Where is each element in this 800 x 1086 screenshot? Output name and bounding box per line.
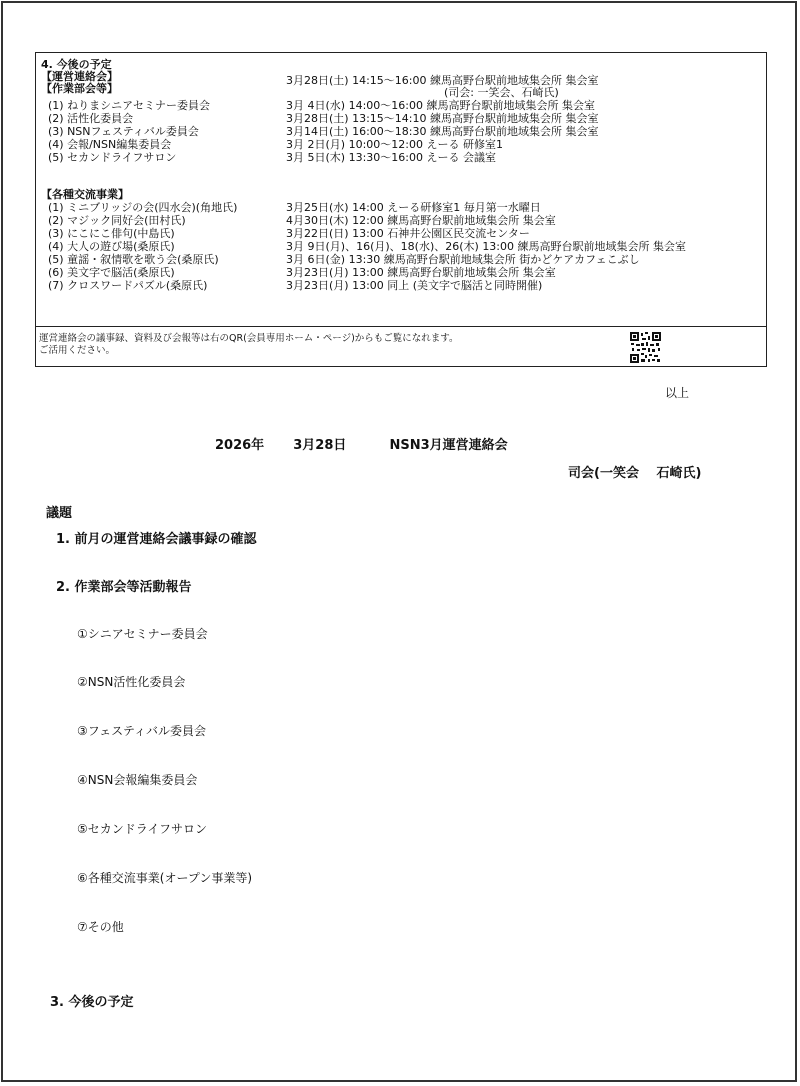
committee-schedule: 3月14日(土) 16:00〜18:30 練馬高野台駅前地域集会所 集会室 — [286, 125, 599, 138]
box-divider — [36, 326, 766, 327]
agenda-subitem: ③フェスティバル委員会 — [77, 724, 206, 738]
committee-schedule: 3月28日(土) 13:15〜14:10 練馬高野台駅前地域集会所 集会室 — [286, 112, 599, 125]
end-mark: 以上 — [665, 386, 690, 400]
agenda-subitem: ⑦その他 — [77, 920, 124, 934]
committee-name: (1) ねりまシニアセミナー委員会 — [48, 99, 210, 112]
event-name: (5) 童謡・叙情歌を歌う会(桑原氏) — [48, 253, 219, 266]
event-name: (4) 大人の遊び場(桑原氏) — [48, 240, 175, 253]
document-page — [1, 1, 797, 1082]
agenda-subitem: ②NSN活性化委員会 — [77, 675, 186, 689]
committee-name: (2) 活性化委員会 — [48, 112, 134, 125]
committee-name: (5) セカンドライフサロン — [48, 151, 177, 164]
committee-schedule: 3月 2日(月) 10:00〜12:00 えーる 研修室1 — [286, 138, 503, 151]
event-schedule: 3月 9日(月)、16(月)、18(水)、26(木) 13:00 練馬高野台駅前地域集会所 集会室 — [286, 240, 687, 253]
section-title: 4. 今後の予定 — [41, 58, 112, 71]
committee-schedule: 3月 5日(木) 13:30〜16:00 えーる 会議室 — [286, 151, 496, 164]
agenda-item-1: 1. 前月の運営連絡会議事録の確認 — [56, 532, 257, 547]
committee-name: (4) 会報/NSN編集委員会 — [48, 138, 172, 151]
group-heading-events: 【各種交流事業】 — [41, 188, 129, 201]
agenda-item-2: 2. 作業部会等活動報告 — [56, 580, 192, 595]
event-name: (6) 美文字で脳活(桑原氏) — [48, 266, 175, 279]
meeting-chair-note: (司会: 一笑会、石崎氏) — [444, 86, 559, 99]
committee-schedule: 3月 4日(水) 14:00〜16:00 練馬高野台駅前地域集会所 集会室 — [286, 99, 595, 112]
agenda-subitem: ⑤セカンドライフサロン — [77, 822, 208, 836]
event-schedule: 3月23日(月) 13:00 同上 (美文字で脳活と同時開催) — [286, 279, 543, 292]
committee-name: (3) NSNフェスティバル委員会 — [48, 125, 199, 138]
agenda-subitem: ④NSN会報編集委員会 — [77, 773, 198, 787]
meeting-schedule: 3月28日(土) 14:15〜16:00 練馬高野台駅前地域集会所 集会室 — [286, 74, 599, 87]
event-schedule: 3月25日(水) 14:00 えーる研修室1 毎月第一水曜日 — [286, 201, 541, 214]
agenda-subitem: ⑥各種交流事業(オープン事業等) — [77, 871, 253, 885]
event-schedule: 3月22日(日) 13:00 石神井公園区民交流センター — [286, 227, 530, 240]
meeting-chair: 司会(一笑会 石崎氏) — [568, 466, 702, 481]
meeting-title — [215, 434, 508, 453]
event-name: (3) にこにこ俳句(中島氏) — [48, 227, 175, 240]
schedule-box — [35, 52, 767, 367]
meeting-name: NSN3月運営連絡会 — [389, 438, 508, 453]
agenda-subitem: ①シニアセミナー委員会 — [77, 627, 208, 641]
meeting-date: 3月28日 — [293, 438, 347, 453]
event-name: (1) ミニブリッジの会(四水会)(角地氏) — [48, 201, 238, 214]
event-schedule: 3月23日(月) 13:00 練馬高野台駅前地域集会所 集会室 — [286, 266, 556, 279]
qr-code-icon[interactable] — [629, 331, 662, 364]
group-heading-meeting: 【運営連絡会】 — [41, 70, 118, 83]
meeting-year: 2026年 — [215, 438, 265, 453]
qr-note: 運営連絡会の議事録、資料及び会報等は右のQR(会員専用ホーム・ページ)からもご覧になれます。 — [39, 333, 459, 344]
event-schedule: 3月 6日(金) 13:30 練馬高野台駅前地域集会所 街かどケアカフェこぶし — [286, 253, 640, 266]
qr-note-line2: ご活用ください。 — [39, 345, 116, 356]
event-name: (2) マジック同好会(田村氏) — [48, 214, 186, 227]
agenda-heading: 議題 — [46, 506, 73, 521]
group-heading-committees: 【作業部会等】 — [41, 82, 118, 95]
event-schedule: 4月30日(木) 12:00 練馬高野台駅前地域集会所 集会室 — [286, 214, 556, 227]
event-name: (7) クロスワードパズル(桑原氏) — [48, 279, 208, 292]
agenda-item-3: 3. 今後の予定 — [50, 995, 134, 1010]
